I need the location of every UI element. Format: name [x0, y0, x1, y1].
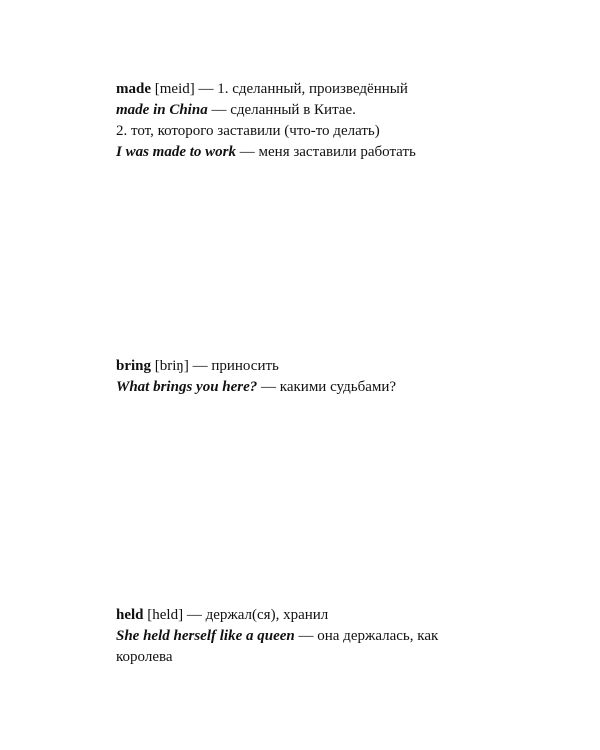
translation: — она держалась, как королева	[116, 628, 439, 665]
entry-held	[116, 605, 476, 668]
headword: held	[116, 607, 144, 623]
entry-made-line-4	[116, 142, 476, 163]
entry-made-line-3	[116, 121, 476, 142]
transcription: [briŋ]	[154, 358, 189, 374]
transcription: [meid]	[154, 81, 195, 97]
entry-held-line-1	[116, 605, 476, 626]
translation: — какими судьбами?	[257, 379, 397, 395]
entry-bring-line-1	[116, 356, 476, 377]
entry-held-line-2	[116, 626, 476, 668]
translation: — держал(ся), хранил	[183, 607, 329, 623]
translation: — приносить	[188, 358, 279, 374]
entry-bring-line-2	[116, 377, 476, 398]
entry-made	[116, 79, 476, 163]
entry-made-line-2	[116, 100, 476, 121]
headword: made	[116, 81, 151, 97]
translation: — 1. сделанный, произведённый	[194, 81, 408, 97]
example-phrase: She held herself like a queen	[116, 628, 295, 644]
transcription: [held]	[147, 607, 184, 623]
translation: — меня заставили работать	[236, 144, 416, 160]
entry-bring	[116, 356, 476, 398]
example-phrase: made in China	[116, 102, 208, 118]
translation: — сделанный в Китае.	[207, 102, 356, 118]
example-phrase: I was made to work	[116, 144, 237, 160]
example-phrase: What brings you here?	[116, 379, 258, 395]
translation: 2. тот, которого заставили (что-то делать)	[116, 123, 380, 139]
entry-made-line-1	[116, 79, 476, 100]
headword: bring	[116, 358, 152, 374]
